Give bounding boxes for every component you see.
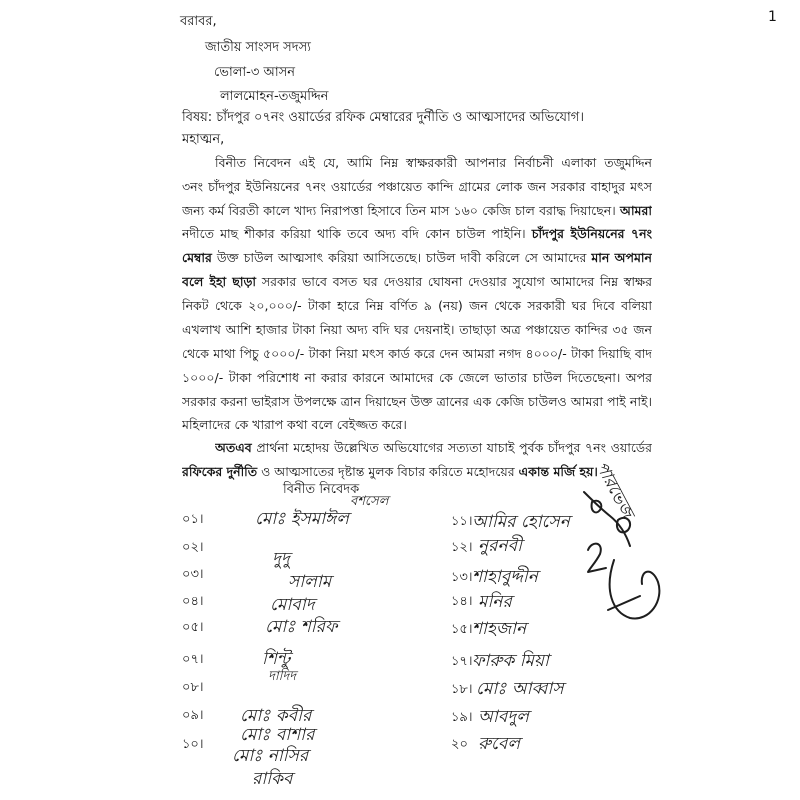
signature: রুবেল	[478, 734, 521, 754]
body-text: ১০০০/- টাকা পরিশোধ না করার কারনে আমাদের কে জেলে ভাতার চাউল দিতেছেনা। অপর	[182, 370, 652, 385]
body-text-emphasis: মান অপমান	[591, 250, 652, 265]
signature: রাকিব	[252, 769, 293, 789]
signatory-number: ১১।	[451, 514, 473, 529]
greeting: মহাত্মন,	[182, 132, 225, 147]
body-text: নিকট থেকে ২০,০০০/- টাকা হারে নিম্ন বর্ণিত ৯ (নয়) জন থেকে সরকারী ঘর দিবে বলিয়া	[182, 298, 652, 313]
body-text: সরকার করনা ভাইরাস উপলক্ষে ত্রান দিয়াছেন উক্ত ত্রানের এক কেজি চাউলও আমরা পাই নাই।	[182, 394, 652, 409]
signature: শিন্টু	[262, 649, 291, 669]
signatory-number: ০৮।	[182, 680, 204, 695]
body-text: সরকার ভাবে বসত ঘর দেওয়ার ঘোষনা দেওয়ার সুযোগ আমাদের নিম্ন স্বাক্ষর	[261, 274, 652, 289]
closing-text: প্রার্থনা মহোদয় উল্লেখিত অভিযোগের সত্যতা যাচাই পুর্বক চাঁদপুর ৭নং ওয়ার্ডের	[256, 440, 652, 455]
signature: মোঃ বাশার	[240, 725, 315, 745]
signature: বশসেল	[350, 494, 389, 509]
body-text: থেকে মাথা পিচু ৫০০০/- টাকা নিয়া মৎস কার্ড করে দেন আমরা নগদ ৪০০০/- টাকা দিয়াছি বাদ	[182, 346, 652, 361]
body-text: মহিলাদের কে খারাপ কথা বলে বেইজ্জত করে।	[182, 417, 407, 432]
body-text-emphasis: চাঁদপুর ইউনিয়নের ৭নং	[531, 226, 652, 241]
signature: নুরনবী	[478, 536, 522, 556]
page-number: 1	[768, 9, 777, 25]
recipient-title: জাতীয় সাংসদ সদস্য	[205, 40, 311, 55]
signature: শাহজান	[472, 619, 527, 639]
signatory-number: ১৩।	[451, 570, 473, 585]
body-text: ৩নং চাঁদপুর ইউনিয়নের ৭নং ওয়ার্ডের পঞ্চায়েত কান্দি গ্রামের লোক জন সরকার বাহাদুর মৎস	[182, 179, 652, 194]
body-text-emphasis: আমরা	[619, 203, 652, 218]
scribble-stroke	[584, 492, 630, 546]
body-text: বিনীত নিবেদন এই যে, আমি নিম্ন স্বাক্ষরকারী আপনার নির্বাচনী এলাকা তজুমদ্দিন	[215, 155, 652, 170]
signature: শাহাবুদ্দীন	[472, 567, 538, 587]
signature: দাদিদ	[268, 669, 296, 684]
recipient-area: লালমোহন-তজুমদ্দিন	[220, 89, 329, 104]
signatory-number: ২০	[451, 737, 468, 752]
sign-off: বিনীত নিবেদক	[283, 482, 360, 497]
signature: আবদুল	[478, 707, 529, 727]
closing-text-emphasis: একান্ত মর্জি হয়।	[518, 464, 598, 479]
scribble-stroke	[588, 544, 606, 572]
signatory-number: ১৫।	[451, 622, 473, 637]
signatory-number: ১৪।	[451, 594, 473, 609]
signatory-number: ০৭।	[182, 652, 204, 667]
subject-line: বিষয়: চাঁদপুর ০৭নং ওয়ার্ডের রফিক মেম্বারের দুর্নীতি ও আত্মসাদের অভিযোগ।	[182, 110, 584, 125]
signature: আমির হোসেন	[472, 512, 570, 532]
signatory-number: ০৯।	[182, 708, 204, 723]
signature: মোবাদ	[270, 595, 315, 615]
signature: মোঃ ইসমাঈল	[255, 509, 349, 529]
closing-text: ও আত্মসাতের দৃষ্টান্ত মুলক বিচার করিতে মহোদয়ের	[257, 464, 519, 479]
signatory-number: ১২।	[451, 540, 473, 555]
signatory-number: ১৭।	[451, 654, 473, 669]
signature: ফারুক মিয়া	[472, 651, 549, 671]
closing-text-emphasis: অতএব	[215, 440, 252, 455]
body-text: উক্ত চাউল আত্মসাৎ করিয়া আসিতেছে। চাউল দাবী করিলে সে আমাদের	[211, 250, 592, 265]
signatory-number: ০৫।	[182, 620, 204, 635]
margin-signature: পারভেজ	[591, 458, 638, 522]
signatory-number: ০১।	[182, 512, 204, 527]
signature: মোঃ শরিফ	[265, 617, 338, 637]
closing-text-emphasis: রফিকের দুর্নীতি	[182, 464, 258, 479]
body-text: এখলাখ আশি হাজার টাকা নিয়া অদ্য বদি ঘর দেয়নাই। তাছাড়া অত্র পঞ্চায়েত কান্দির ৩৫ জন	[182, 322, 652, 337]
signatory-number: ১৯।	[451, 710, 473, 725]
scribble-stroke	[610, 560, 660, 618]
signatory-number: ০৩।	[182, 567, 204, 582]
body-text: নদীতে মাছ শীকার করিয়া থাকি তবে অদ্য বদি কোন চাউল পাইনি।	[182, 226, 532, 241]
signatory-number: ০২।	[182, 540, 204, 555]
signature: মোঃ আব্বাস	[476, 679, 564, 699]
body-text-emphasis: মেম্বার	[182, 250, 212, 265]
signature: মনির	[478, 592, 512, 612]
signatory-number: ১০।	[182, 737, 204, 752]
signatory-number: ০৪।	[182, 594, 204, 609]
signature: সালাম	[288, 572, 332, 592]
signature: মোঃ কবীর	[240, 706, 312, 726]
recipient-seat: ভোলা-৩ আসন	[214, 65, 295, 80]
signatory-number: ১৮।	[451, 682, 473, 697]
signature: দুদু	[272, 549, 290, 569]
signature: মোঃ নাসির	[232, 746, 309, 766]
body-text: জন্য কর্ম বিরতী কালে খাদ্য নিরাপত্তা হিসাবে তিন মাস ১৬০ কেজি চাল বরাদ্ধ দিয়াছেন।	[182, 203, 620, 218]
body-text-emphasis: বলে ইহা ছাড়া	[182, 274, 257, 289]
recipient-to: বরাবর,	[180, 14, 217, 29]
